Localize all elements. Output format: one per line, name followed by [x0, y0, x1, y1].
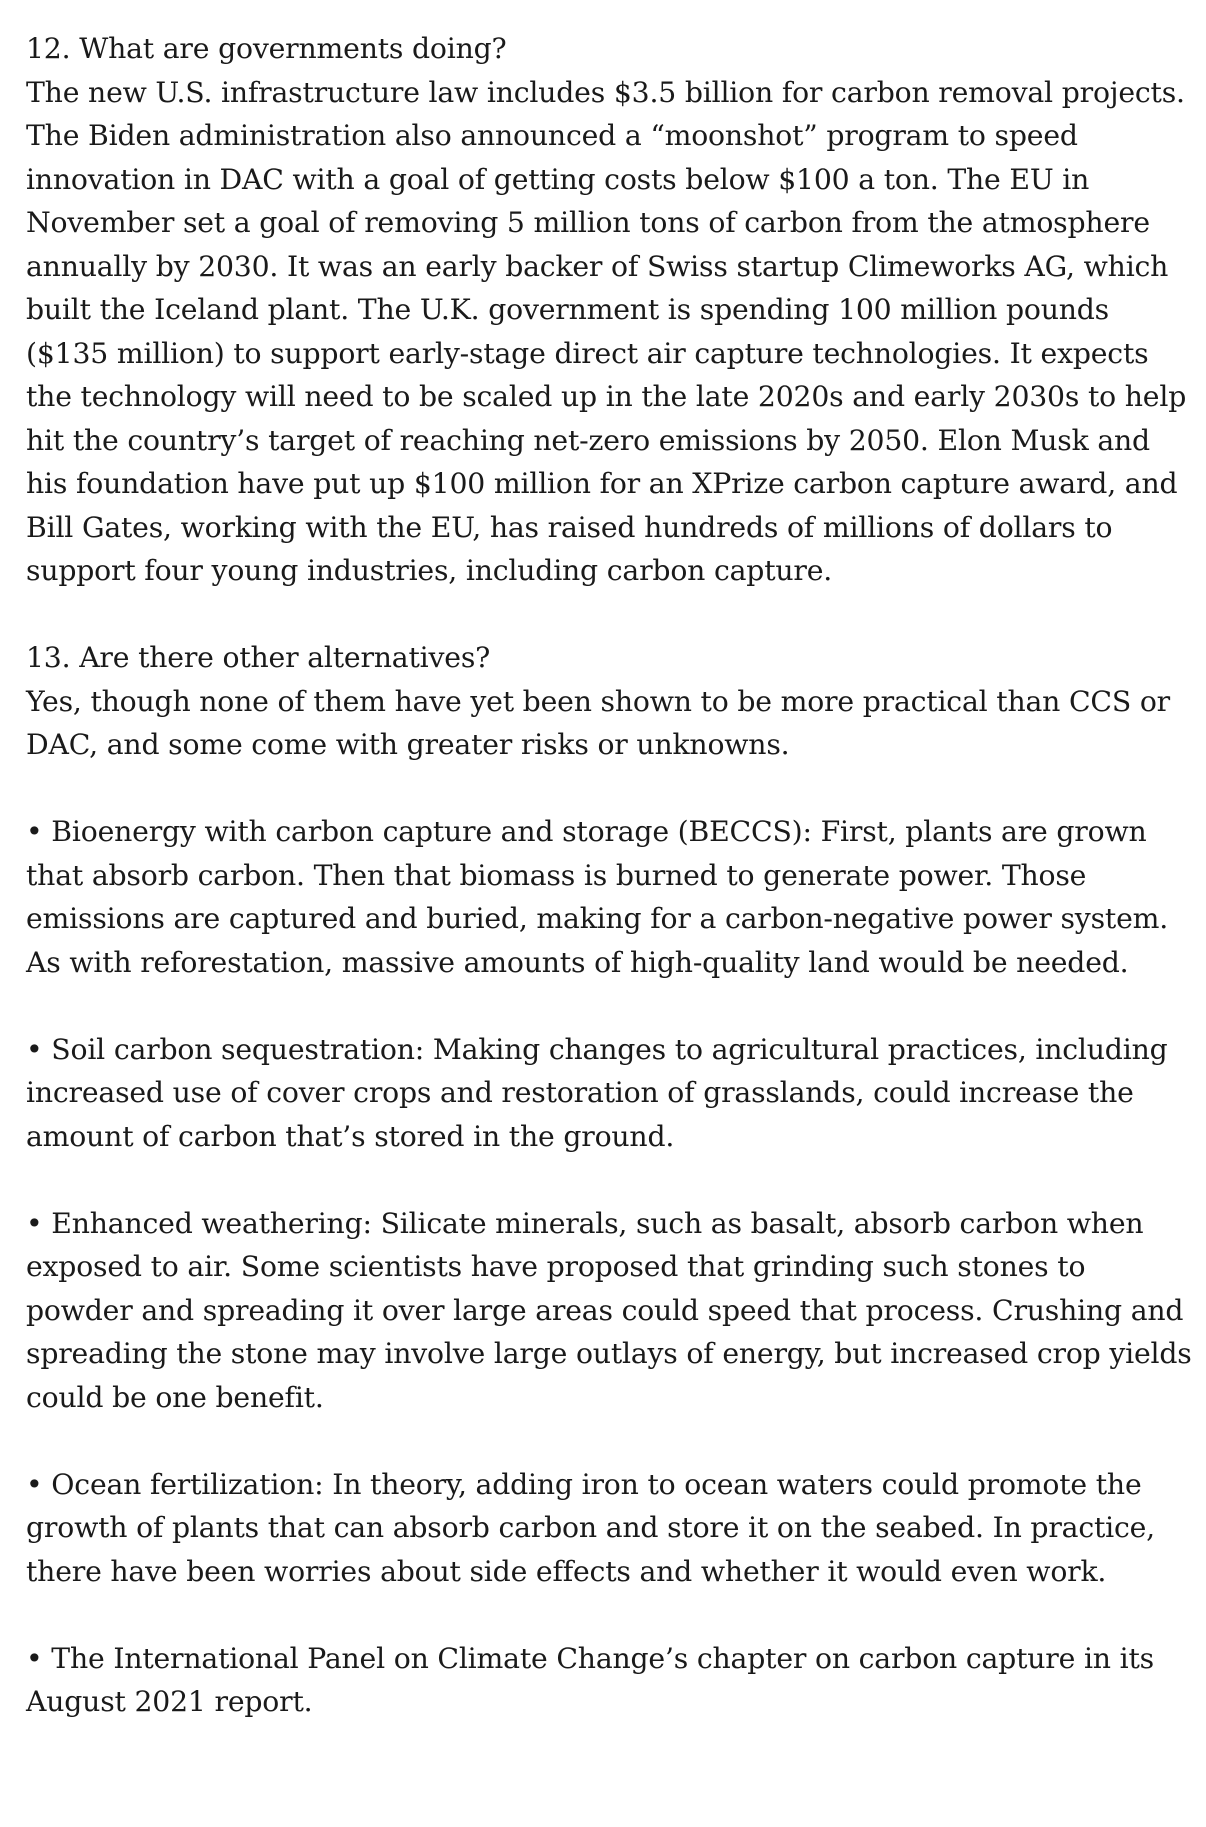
section-heading: 13. Are there other alternatives?: [26, 641, 491, 674]
document-page: [26, 0, 1196, 1724]
paragraph-gap: [26, 984, 1196, 1028]
bullet-symbol: •: [26, 1032, 43, 1066]
bullet-item-beccs: [26, 810, 1196, 984]
bullet-text: The International Panel on Climate Change’s chapter on carbon capture in its August 2021 report.: [26, 1641, 1154, 1718]
section-alternatives: [26, 636, 1196, 767]
bullet-text: Enhanced weathering: Silicate minerals, such as basalt, absorb carbon when exposed to air. Some scientists have proposed that grinding such stones to powder and spreading it over large areas could speed that process. Crushing and spreading the stone may involve large outlays of energy, but increased crop yields could be one benefit.: [26, 1206, 1192, 1414]
bullet-text: Ocean fertilization: In theory, adding iron to ocean waters could promote the growth of plants that can absorb carbon and store it on the seabed. In practice, there have been worries about side effects and whether it would even work.: [26, 1467, 1155, 1588]
section-heading: 12. What are governments doing?: [26, 32, 507, 65]
paragraph-gap: [26, 767, 1196, 811]
bullet-item-soil-carbon: [26, 1028, 1196, 1159]
bullet-item-ipcc-report: [26, 1637, 1196, 1724]
bullet-symbol: •: [26, 815, 43, 848]
bullet-symbol: •: [26, 1206, 43, 1240]
bullet-item-enhanced-weathering: [26, 1202, 1196, 1420]
paragraph-gap: [26, 593, 1196, 637]
bullet-item-ocean-fertilization: [26, 1463, 1196, 1594]
bullet-text: Bioenergy with carbon capture and storage (BECCS): First, plants are grown that absorb carbon. Then that biomass is burned to generate power. Those emissions are captured and buried, making for a carbon-negative power system. As with reforestation, massive amounts of high-quality land would be needed.: [26, 815, 1169, 979]
section-paragraph: The new U.S. infrastructure law includes $3.5 billion for carbon removal projects. The Biden administration also announced a “moonshot” program to speed innovation in DAC with a goal of getting costs below $100 a ton. The EU in November set a goal of removing 5 million tons of carbon from the atmosphere annually by 2030. It was an early backer of Swiss startup Climeworks AG, which built the Iceland plant. The U.K. government is spending 100 million pounds ($135 million) to support early-stage direct air capture technologies. It expects the technology will need to be scaled up in the late 2020s and early 2030s to help hit the country’s target of reaching net-zero emissions by 2050. Elon Musk and his foundation have put up $100 million for an XPrize carbon capture award, and Bill Gates, working with the EU, has raised hundreds of millions of dollars to support four young industries, including carbon capture.: [26, 75, 1187, 587]
paragraph-gap: [26, 1419, 1196, 1463]
section-governments: [26, 0, 1196, 593]
paragraph-gap: [26, 1158, 1196, 1202]
bullet-text: Soil carbon sequestration: Making changes to agricultural practices, including increased use of cover crops and restoration of grasslands, could increase the amount of carbon that’s stored in the ground.: [26, 1032, 1168, 1153]
paragraph-gap: [26, 1593, 1196, 1637]
section-paragraph: Yes, though none of them have yet been shown to be more practical than CCS or DAC, and some come with greater risks or unknowns.: [26, 684, 1170, 761]
bullet-symbol: •: [26, 1641, 43, 1675]
bullet-symbol: •: [26, 1467, 43, 1501]
